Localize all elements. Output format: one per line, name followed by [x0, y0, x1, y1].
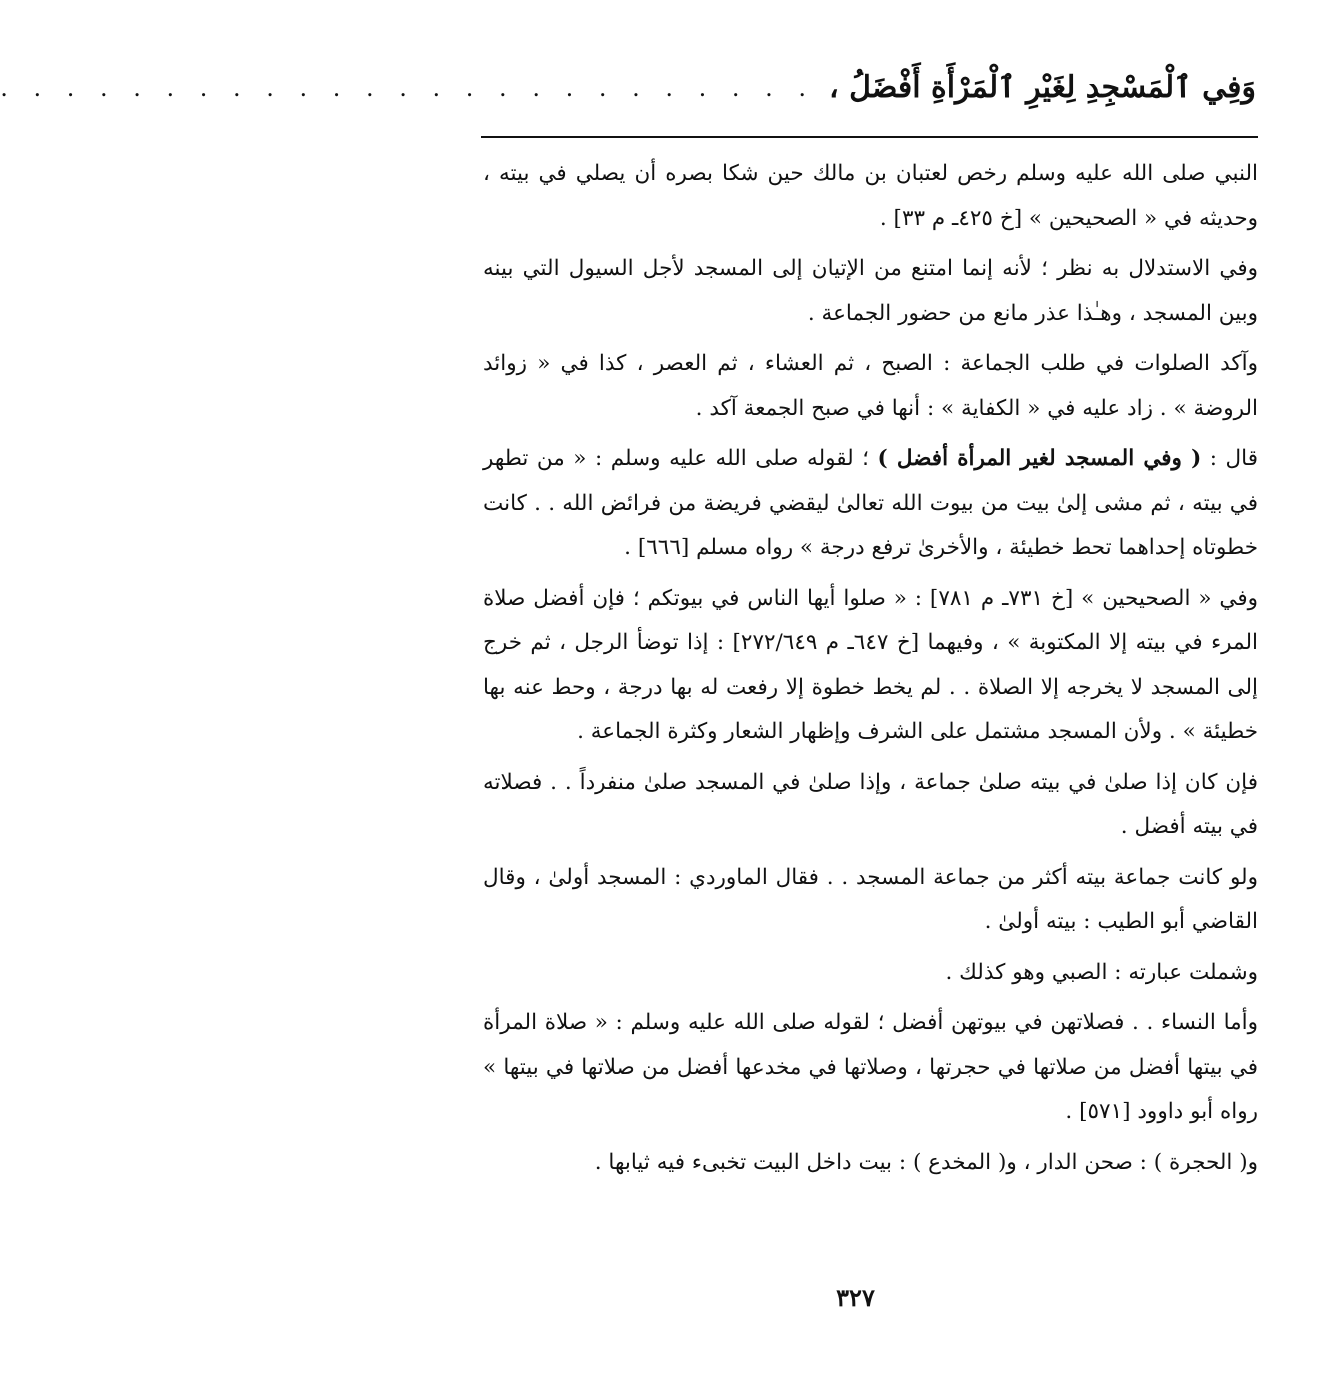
paragraph-2: وفي الاستدلال به نظر ؛ لأنه إنما امتنع من الإتيان إلى المسجد لأجل السيول التي بينه وبين المسجد ، وهـٰذا عذر مانع من حضور الجماعة .	[483, 256, 1258, 326]
paragraph-9: وأما النساء . . فصلاتهن في بيوتهن أفضل ؛ لقوله صلى الله عليه وسلم : « صلاة المرأة في بيتها أفضل من صلاتها في حجرتها ، وصلاتها في مخدعها أفضل من صلاتها في بيتها » رواه أبو داوود [٥٧١] .	[483, 1010, 1258, 1124]
running-header	[0, 62, 1256, 114]
header-title: وَفِي ٱلْمَسْجِدِ لِغَيْرِ ٱلْمَرْأَةِ أَفْضَلُ ،	[829, 70, 1256, 105]
page-number: ٣٢٧	[836, 1283, 875, 1312]
paragraph-4	[483, 437, 1258, 571]
paragraph-4-text: ؛ لقوله صلى الله عليه وسلم : « من تطهر في بيته ، ثم مشى إلىٰ بيت من بيوت الله تعالىٰ ليقضي فريضة من فرائض الله . . كانت خطوتاه إحداهما تحط خطيئة ، والأخرىٰ ترفع درجة » رواه مسلم [٦٦٦] .	[483, 446, 1258, 560]
paragraph-7: ولو كانت جماعة بيته أكثر من جماعة المسجد . . فقال الماوردي : المسجد أولىٰ ، وقال القاضي أبو الطيب : بيته أولىٰ .	[483, 864, 1258, 934]
paragraph-6: فإن كان إذا صلىٰ في بيته صلىٰ جماعة ، وإذا صلىٰ في المسجد صلىٰ منفرداً . . فصلاته في بيته أفضل .	[483, 769, 1258, 839]
paragraph-5: وفي « الصحيحين » [خ ٧٣١ـ م ٧٨١] : « صلوا أيها الناس في بيوتكم ؛ فإن أفضل صلاة المرء في بيته إلا المكتوبة » ، وفيهما [خ ٦٤٧ـ م ٢٧٢/٦٤٩] : إذا توضأ الرجل ، ثم خرج إلى المسجد لا يخرجه إلا الصلاة . . لم يخط خطوة إلا رفعت له بها درجة ، وحط عنه بها خطيئة » . ولأن المسجد مشتمل على الشرف وإظهار الشعار وكثرة الجماعة .	[483, 585, 1258, 744]
paragraph-1: النبي صلى الله عليه وسلم رخص لعتبان بن مالك حين شكا بصره أن يصلي في بيته ، وحديثه في « الصحيحين » [خ ٤٢٥ـ م ٣٣] .	[483, 161, 1258, 231]
paragraph-4-prefix: قال :	[1201, 446, 1258, 471]
paragraph-8: وشملت عبارته : الصبي وهو كذلك .	[945, 959, 1258, 985]
header-rule	[481, 136, 1258, 138]
paragraph-3: وآكد الصلوات في طلب الجماعة : الصبح ، ثم العشاء ، ثم العصر ، كذا في « زوائد الروضة » . زاد عليه في « الكفاية » : أنها في صبح الجمعة آكد .	[483, 351, 1258, 421]
body-text	[483, 152, 1258, 1191]
header-leader-dots: . . . . . . . . . . . . . . . . . . . . . . . . .	[0, 74, 816, 102]
paragraph-10: و( الحجرة ) : صحن الدار ، و( المخدع ) : بيت داخل البيت تخبىء فيه ثيابها .	[594, 1149, 1258, 1175]
matn-quote: ( وفي المسجد لغير المرأة أفضل )	[877, 446, 1202, 471]
